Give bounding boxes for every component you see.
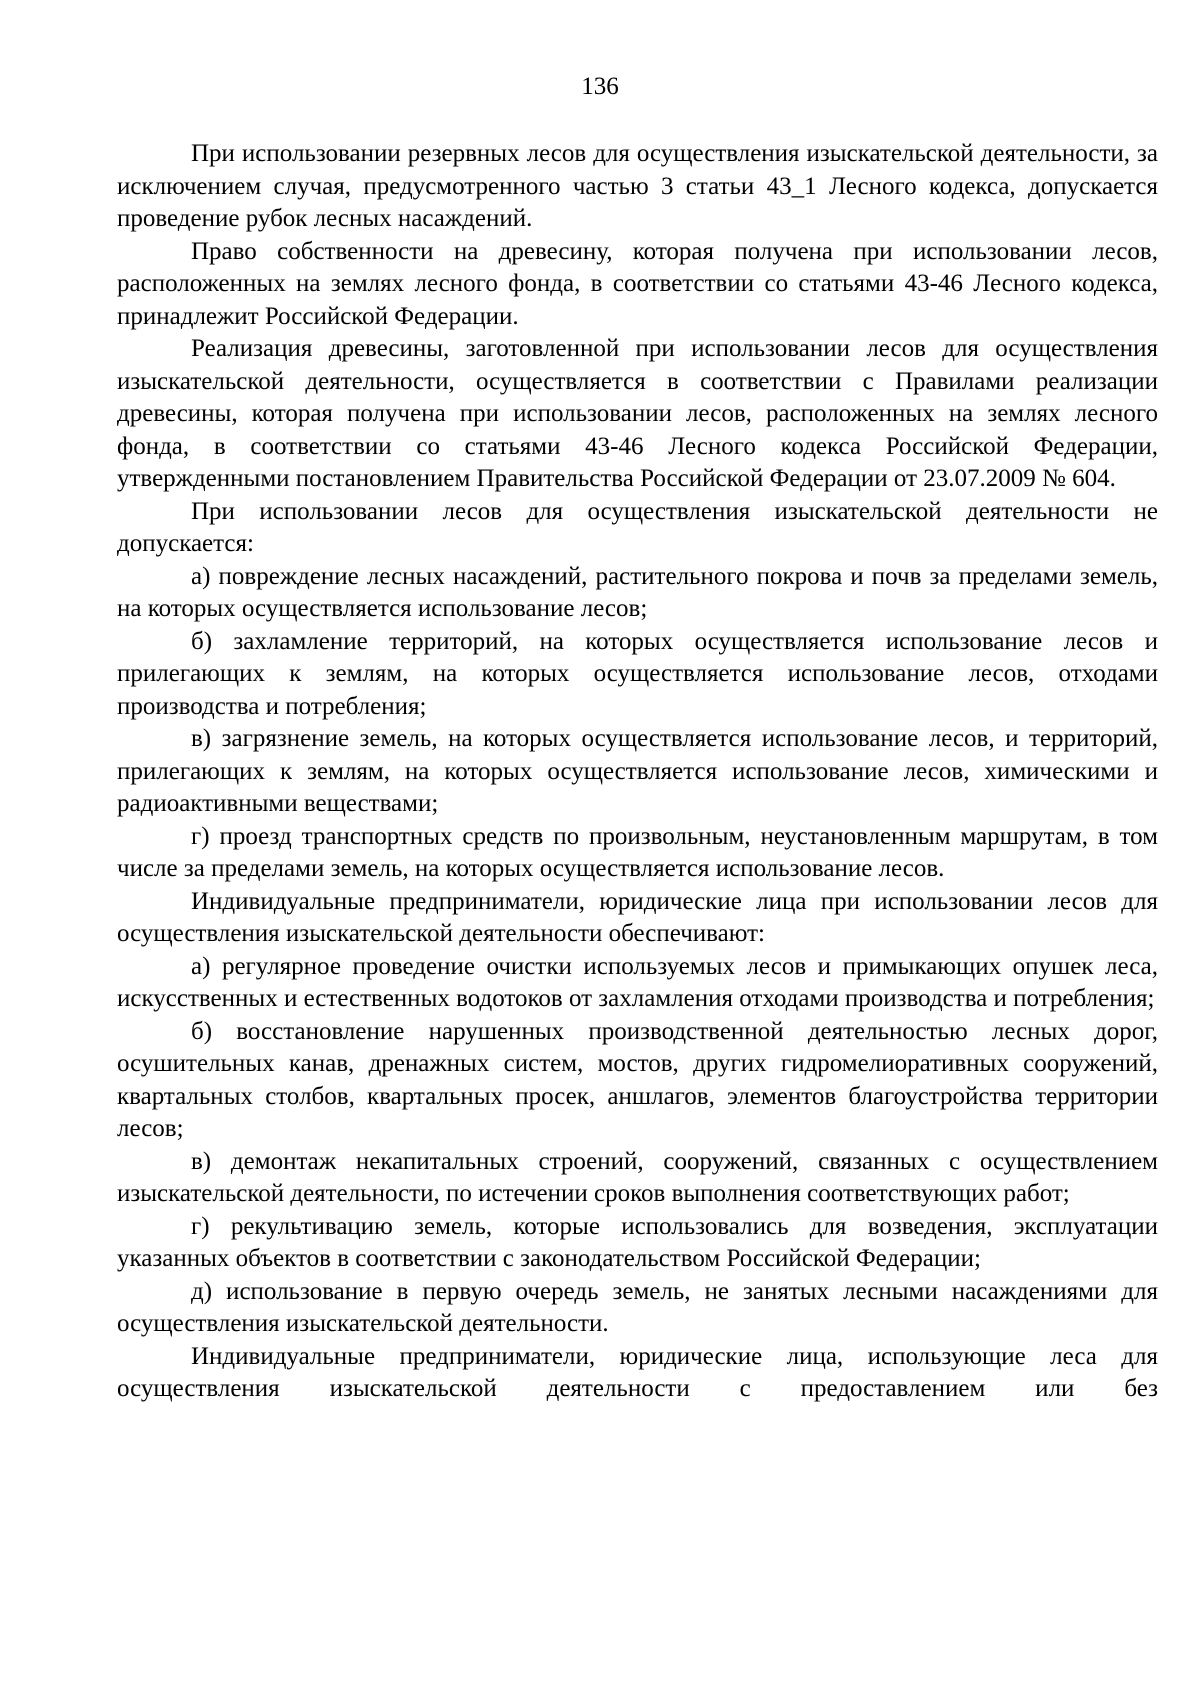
paragraph-wood-ownership: Право собственности на древесину, которая получена при использовании лесов, расположенных на землях лесного фонда, в соответствии со статьями 43-46 Лесного кодекса, принадлежит Российской Федерации. xyxy=(117,237,1158,330)
list-item-obligation-b: б) восстановление нарушенных производственной деятельностью лесных дорог, осушительных канав, дренажных систем, мостов, других гидромелиоративных сооружений, квартальных столбов, квартальных просек, аншлагов, элементов благоустройства территории лесов; xyxy=(117,1017,1158,1142)
list-item-obligation-g: г) рекультивацию земель, которые использовались для возведения, эксплуатации указанных объектов в соответствии с законодательством Российской Федерации; xyxy=(117,1212,1158,1272)
list-item-not-allowed-g: г) проезд транспортных средств по произвольным, неустановленным маршрутам, в том числе за пределами земель, на которых осуществляется использование лесов. xyxy=(117,822,1158,882)
paragraph-continued: Индивидуальные предприниматели, юридические лица, использующие леса для осуществления изыскательской деятельности с предоставлением или без xyxy=(117,1342,1158,1402)
list-item-not-allowed-a: а) повреждение лесных насаждений, растительного покрова и почв за пределами земель, на которых осуществляется использование лесов; xyxy=(117,562,1158,622)
paragraph-wood-sale: Реализация древесины, заготовленной при использовании лесов для осуществления изыскательской деятельности, осуществляется в соответствии с Правилами реализации древесины, которая получена при использовании лесов, расположенных на землях лесного фонда, в соответствии со статьями 43-46 Лесного кодекса Российской Федерации, утвержденными постановлением Правительства Российской Федерации от 23.07.2009 № 604. xyxy=(117,335,1158,492)
paragraph-not-allowed-intro: При использовании лесов для осуществления изыскательской деятельности не допускается: xyxy=(117,497,1158,557)
list-item-obligation-a: а) регулярное проведение очистки используемых лесов и примыкающих опушек леса, искусственных и естественных водотоков от захламления отходами производства и потребления; xyxy=(117,952,1158,1012)
document-body xyxy=(117,138,1158,1406)
paragraph-obligations-intro: Индивидуальные предприниматели, юридические лица при использовании лесов для осуществления изыскательской деятельности обеспечивают: xyxy=(117,887,1158,947)
paragraph-reserve-forests-logging: При использовании резервных лесов для осуществления изыскательской деятельности, за исключением случая, предусмотренного частью 3 статьи 43_1 Лесного кодекса, допускается проведение рубок лесных насаждений. xyxy=(117,140,1158,232)
list-item-not-allowed-b: б) захламление территорий, на которых осуществляется использование лесов и прилегающих к землям, на которых осуществляется использование лесов, отходами производства и потребления; xyxy=(117,627,1158,720)
page-number: 136 xyxy=(581,73,619,100)
list-item-obligation-d: д) использование в первую очередь земель, не занятых лесными насаждениями для осуществления изыскательской деятельности. xyxy=(117,1277,1158,1337)
list-item-not-allowed-v: в) загрязнение земель, на которых осуществляется использование лесов, и территорий, прилегающих к землям, на которых осуществляется использование лесов, химическими и радиоактивными веществами; xyxy=(117,725,1158,817)
list-item-obligation-v: в) демонтаж некапитальных строений, сооружений, связанных с осуществлением изыскательской деятельности, по истечении сроков выполнения соответствующих работ; xyxy=(117,1147,1158,1207)
